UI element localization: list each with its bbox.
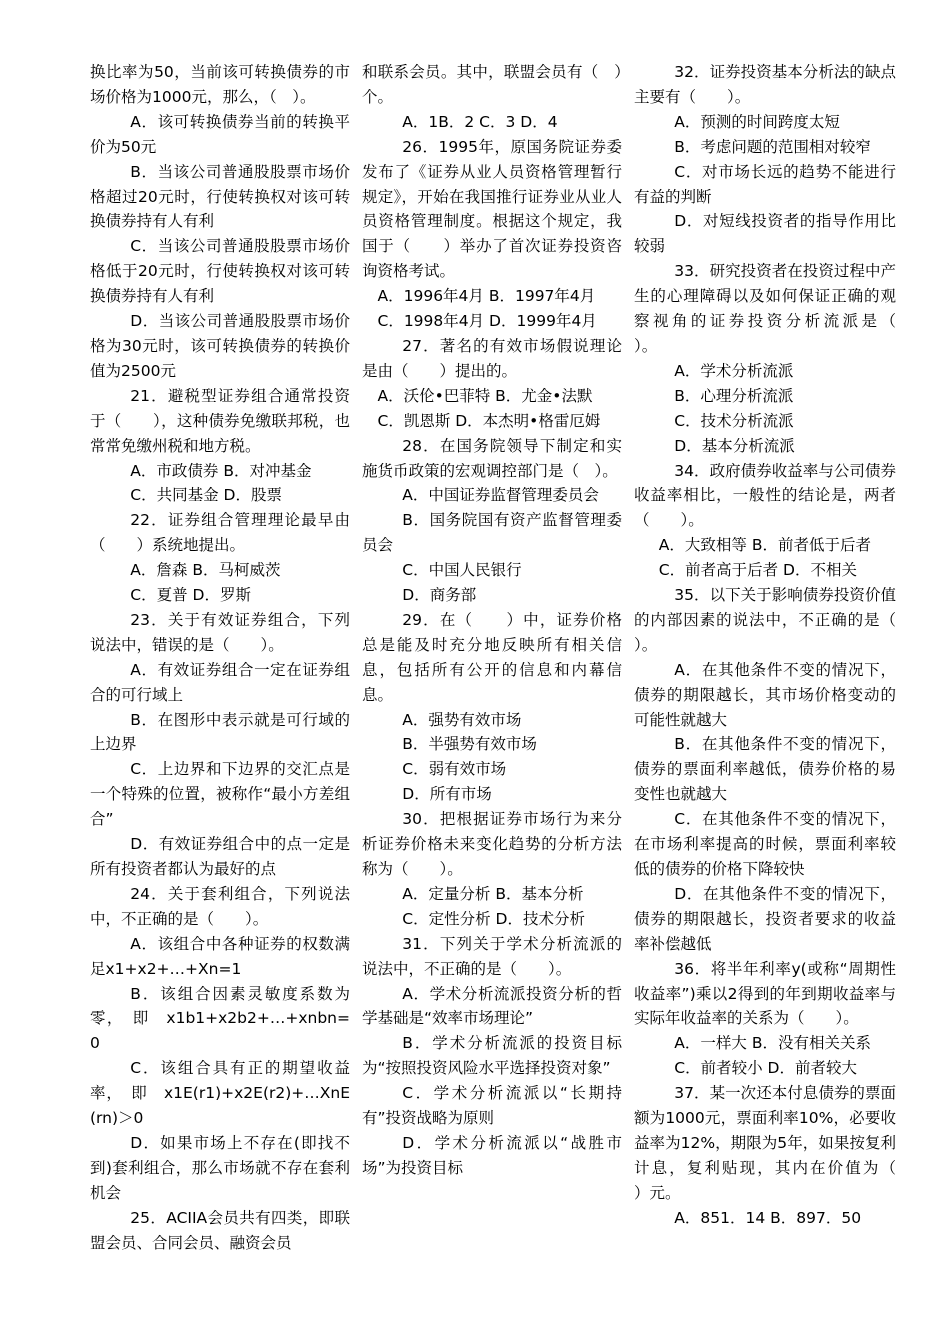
question-33-stem: 33．研究投资者在投资过程中产生的心理障碍以及如何保证正确的观察视角的证券投资分析流派是（ ）。 (634, 262, 928, 355)
text-column-left (90, 60, 350, 1256)
question-28-stem: 28．在国务院领导下制定和实施货币政策的宏观调控部门是（ ）。 (362, 436, 622, 480)
option-33-d: D．基本分析流派 (674, 436, 795, 455)
option-33-c: C．技术分析流派 (674, 411, 794, 430)
option-29-c: C．弱有效市场 (402, 760, 507, 779)
option-32-c: C．对市场长远的趋势不能进行有益的判断 (634, 162, 896, 206)
option-20-c: C．当该公司普通股股票市场价格低于20元时，行使转换权对该可转换债券持有人有利 (90, 237, 350, 306)
question-35-stem: 35．以下关于影响债券投资价值的内部因素的说法中，不正确的是（ ）。 (634, 586, 928, 654)
option-28-a: A．中国证券监督管理委员会 (402, 486, 599, 505)
question-31-stem: 31．下列关于学术分析流派的说法中，不正确的是（ ）。 (362, 934, 622, 978)
question-22-stem: 22．证券组合管理理论最早由（ ）系统地提出。 (90, 511, 350, 555)
options-22-cd: C．夏普 D．罗斯 (130, 586, 251, 605)
option-28-b: B．国务院国有资产监督管理委员会 (362, 511, 622, 555)
options-36-ab: A．一样大 B．没有相关关系 (674, 1034, 871, 1053)
text-column-middle (362, 60, 622, 1181)
option-20-d: D．当该公司普通股股票市场价格为30元时，该可转换债券的转换价值为2500元 (90, 312, 350, 380)
question-20-stem-continued: 换比率为50，当前该可转换债券的市场价格为1000元，那么，（ ）。 (90, 63, 350, 106)
option-23-d: D．有效证券组合中的点一定是所有投资者都认为最好的点 (90, 835, 350, 878)
option-29-d: D．所有市场 (402, 785, 492, 804)
option-35-b: B．在其他条件不变的情况下，债券的票面利率越低，债券价格的易变性也就越大 (634, 735, 896, 804)
option-31-a: A．学术分析流派投资分析的哲学基础是“效率市场理论” (362, 984, 622, 1028)
option-31-b: B．学术分析流派的投资目标为“按照投资风险水平选择投资对象” (362, 1034, 622, 1078)
question-25-stem-continued: 和联系会员。其中，联盟会员有（ ）个。 (362, 63, 622, 106)
question-25-stem: 25．ACIIA会员共有四类，即联盟会员、合同会员、融资会员 (90, 1208, 350, 1252)
options-36-cd: C．前者较小 D．前者较大 (674, 1059, 857, 1078)
question-34-stem: 34．政府债券收益率与公司债券收益率相比，一般性的结论是，两者（ ）。 (634, 461, 896, 530)
text-column-right (634, 60, 928, 1231)
options-22-ab: A．詹森 B．马柯威茨 (130, 561, 281, 580)
options-34-cd: C．前者高于后者 D．不相关 (658, 561, 857, 580)
option-32-b: B．考虑问题的范围相对较窄 (674, 137, 871, 156)
option-20-b: B．当该公司普通股股票市场价格超过20元时，行使转换权对该可转换债券持有人有利 (90, 162, 350, 231)
option-33-b: B．心理分析流派 (674, 386, 794, 405)
options-25: A．1B．2 C．3 D．4 (402, 112, 558, 131)
question-36-stem: 36．将半年利率y(或称“周期性收益率”)乘以2得到的年到期收益率与实际年收益率的关系为（ ）。 (634, 959, 896, 1028)
option-29-a: A．强势有效市场 (402, 710, 522, 729)
question-30-stem: 30．把根据证券市场行为来分析证券价格未来变化趋势的分析方法称为（ ）。 (362, 810, 622, 878)
question-24-stem: 24．关于套利组合，下列说法中，不正确的是（ ）。 (90, 884, 350, 928)
option-28-c: C．中国人民银行 (402, 561, 522, 580)
option-31-d: D．学术分析流派以“战胜市场”为投资目标 (362, 1133, 622, 1177)
question-37-stem: 37．某一次还本付息债券的票面额为1000元，票面利率10%，必要收益率为12%，期限为5年，如果按复利计息，复利贴现，其内在价值为（ ）元。 (634, 1084, 928, 1202)
question-21-stem: 21．避税型证券组合通常投资于（ ），这种债券免缴联邦税，也常常免缴州税和地方税。 (90, 386, 350, 455)
question-23-stem: 23．关于有效证券组合，下列说法中，错误的是（ ）。 (90, 610, 350, 654)
option-24-a: A．该组合中各种证券的权数满足x1+x2+…+Xn=1 (90, 934, 350, 978)
option-32-d: D．对短线投资者的指导作用比较弱 (634, 212, 896, 256)
options-26-ab: A．1996年4月 B．1997年4月 (377, 287, 596, 306)
options-34-ab: A．大致相等 B．前者低于后者 (658, 536, 871, 555)
question-32-stem: 32．证券投资基本分析法的缺点主要有（ ）。 (634, 63, 896, 106)
option-32-a: A．预测的时间跨度太短 (674, 112, 840, 131)
question-26-stem: 26．1995年，原国务院证券委发布了《证券从业人员资格管理暂行规定》，开始在我国推行证券业从业人员资格管理制度。根据这个规定，我国于（ ）举办了首次证券投资咨询资格考试。 (362, 137, 622, 281)
options-30-cd: C．定性分析 D．技术分析 (402, 909, 585, 928)
option-23-b: B．在图形中表示就是可行域的上边界 (90, 710, 350, 754)
option-23-a: A．有效证券组合一定在证券组合的可行域上 (90, 660, 350, 704)
options-37-ab: A．851．14 B．897．50 (674, 1208, 862, 1227)
options-21-cd: C．共同基金 D．股票 (130, 486, 282, 505)
question-27-stem: 27．著名的有效市场假说理论是由（ ）提出的。 (362, 336, 622, 380)
option-29-b: B．半强势有效市场 (402, 735, 537, 754)
option-24-d: D．如果市场上不存在(即找不到)套利组合，那么市场就不存在套利机会 (90, 1133, 350, 1202)
option-24-c: C．该组合具有正的期望收益率， 即 x1E(r1)+x2E(r2)+…XnE(rn)＞0 (90, 1059, 350, 1128)
options-30-ab: A．定量分析 B．基本分析 (402, 884, 584, 903)
option-35-d: D．在其他条件不变的情况下，债券的期限越长，投资者要求的收益率补偿越低 (634, 884, 896, 953)
option-31-c: C．学术分析流派以“长期持有”投资战略为原则 (362, 1084, 622, 1128)
option-24-b: B．该组合因素灵敏度系数为零， 即 x1b1+x2b2+…+xnbn=0 (90, 984, 350, 1053)
option-35-c: C．在其他条件不变的情况下，在市场利率提高的时候，票面利率较低的债券的价格下降较快 (634, 810, 896, 878)
question-29-stem: 29．在（ ）中，证券价格总是能及时充分地反映所有相关信息，包括所有公开的信息和内幕信息。 (362, 610, 622, 704)
option-35-a: A．在其他条件不变的情况下，债券的期限越长，其市场价格变动的可能性就越大 (634, 660, 896, 729)
option-20-a: A．该可转换债券当前的转换平价为50元 (90, 112, 350, 156)
options-27-ab: A．沃伦•巴菲特 B．尤金•法默 (377, 386, 593, 405)
options-27-cd: C．凯恩斯 D．本杰明•格雷厄姆 (377, 411, 601, 430)
option-33-a: A．学术分析流派 (674, 361, 794, 380)
options-26-cd: C．1998年4月 D．1999年4月 (377, 312, 597, 331)
options-21-ab: A．市政债券 B．对冲基金 (130, 461, 312, 480)
option-28-d: D．商务部 (402, 586, 477, 605)
option-23-c: C．上边界和下边界的交汇点是一个特殊的位置，被称作“最小方差组合” (90, 760, 350, 829)
